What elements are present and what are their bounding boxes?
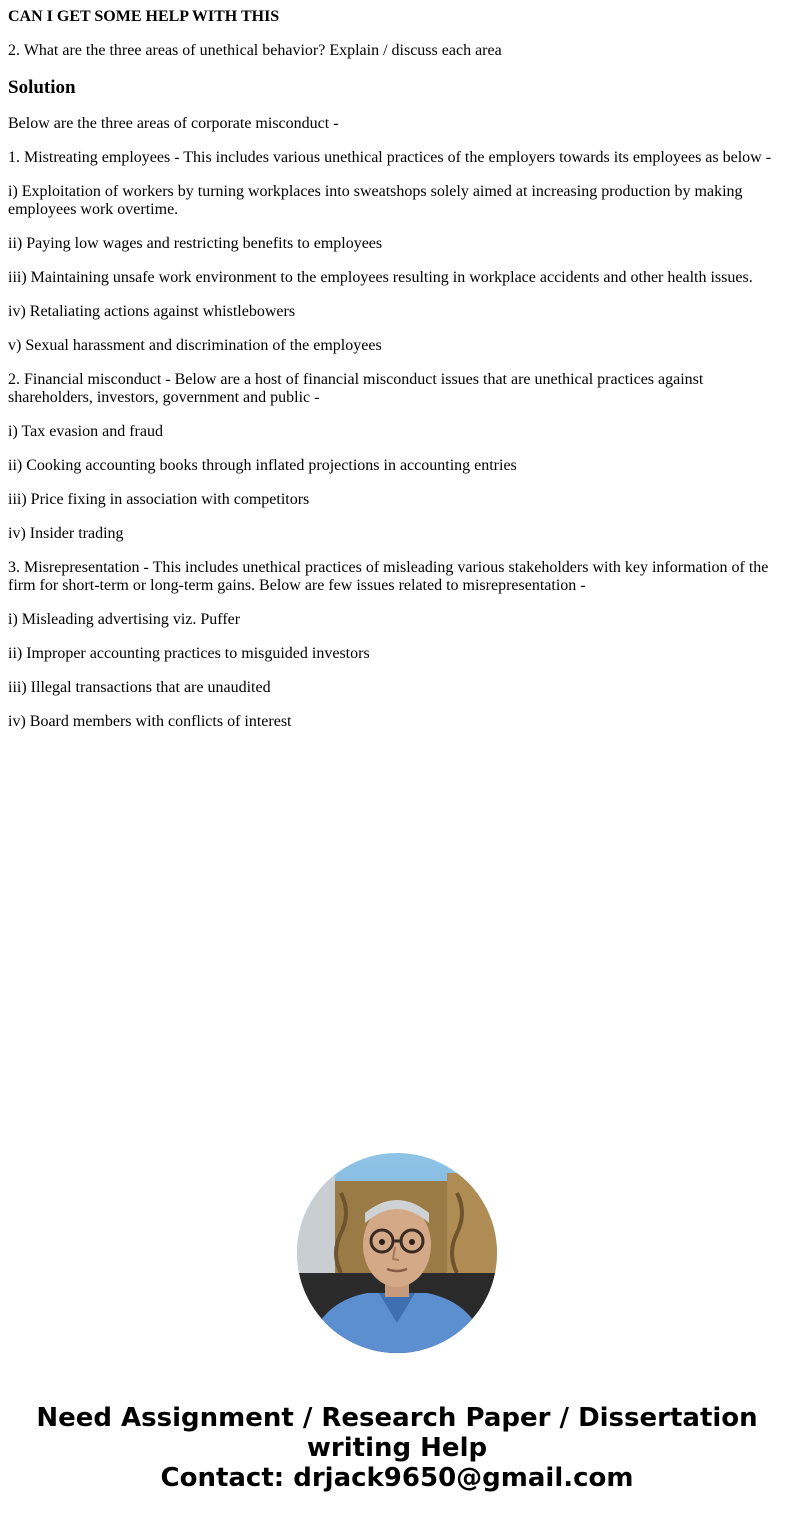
- solution-paragraph: ii) Cooking accounting books through inflated projections in accounting entries: [8, 457, 517, 474]
- solution-paragraph: iii) Maintaining unsafe work environment to the employees resulting in workplace accidents and other health issues.: [8, 269, 753, 286]
- document-body: [8, 0, 778, 731]
- solution-paragraph: iv) Retaliating actions against whistlebowers: [8, 303, 296, 320]
- solution-paragraph: ii) Improper accounting practices to misguided investors: [8, 645, 370, 662]
- avatar-photo: [297, 1153, 497, 1353]
- solution-paragraph: v) Sexual harassment and discrimination of the employees: [8, 337, 382, 354]
- solution-paragraph: i) Tax evasion and fraud: [8, 423, 163, 440]
- avatar: [297, 1153, 497, 1353]
- footer-contact-email: Contact: drjack9650@gmail.com: [160, 1463, 634, 1493]
- solution-heading: Solution: [8, 77, 76, 98]
- solution-paragraph: 1. Mistreating employees - This includes various unethical practices of the employers towards its employees as below -: [8, 149, 772, 166]
- solution-paragraph: iv) Board members with conflicts of interest: [8, 713, 292, 730]
- question-prompt: 2. What are the three areas of unethical behavior? Explain / discuss each area: [8, 42, 502, 59]
- solution-paragraph: iv) Insider trading: [8, 525, 124, 542]
- solution-paragraph: i) Misleading advertising viz. Puffer: [8, 611, 241, 628]
- solution-paragraph: iii) Illegal transactions that are unaudited: [8, 679, 271, 696]
- question-title: CAN I GET SOME HELP WITH THIS: [8, 8, 280, 25]
- footer-line: Need Assignment / Research Paper / Dissertation: [36, 1403, 758, 1433]
- solution-paragraph: ii) Paying low wages and restricting benefits to employees: [8, 235, 383, 252]
- solution-paragraph: iii) Price fixing in association with competitors: [8, 491, 310, 508]
- footer-contact: [0, 1403, 794, 1493]
- solution-paragraph: 3. Misrepresentation - This includes unethical practices of misleading various stakeholders with key information of the firm for short-term or long-term gains. Below are few issues related to misrepresentation -: [8, 559, 769, 594]
- solution-paragraph: i) Exploitation of workers by turning workplaces into sweatshops solely aimed at increasing production by making employees work overtime.: [8, 183, 743, 218]
- solution-paragraph: Below are the three areas of corporate misconduct -: [8, 115, 339, 132]
- solution-paragraph: 2. Financial misconduct - Below are a host of financial misconduct issues that are unethical practices against shareholders, investors, government and public -: [8, 371, 704, 406]
- footer-line: writing Help: [306, 1433, 488, 1463]
